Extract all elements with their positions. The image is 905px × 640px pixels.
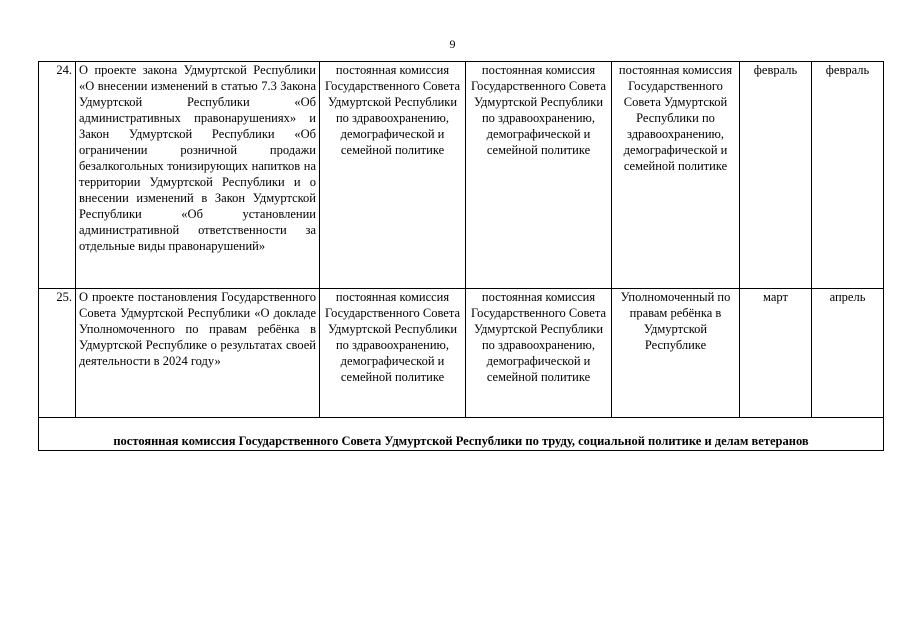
consideration-month: февраль — [812, 62, 884, 289]
row-number: 25. — [39, 289, 76, 418]
table-row — [39, 289, 884, 418]
page-number: 9 — [449, 37, 456, 51]
preparing-committee: постоянная комиссия Государственного Совета Удмуртской Республики по здравоохранению, демографической и семейной политике — [466, 289, 612, 418]
row-number: 24. — [39, 62, 76, 289]
initiator: Уполномоченный по правам ребёнка в Удмуртской Республике — [612, 289, 740, 418]
responsible-committee: постоянная комиссия Государственного Совета Удмуртской Республики по здравоохранению, демографической и семейной политике — [320, 289, 466, 418]
section-row — [39, 418, 884, 451]
submission-month: февраль — [740, 62, 812, 289]
preparing-committee: постоянная комиссия Государственного Совета Удмуртской Республики по здравоохранению, демографической и семейной политике — [466, 62, 612, 289]
agenda-item-title: О проекте постановления Государственного Совета Удмуртской Республики «О докладе Уполномоченного по правам ребёнка в Удмуртской Республике о результатах своей деятельности в 2024 году» — [76, 289, 320, 418]
initiator: постоянная комиссия Государственного Совета Удмуртской Республики по здравоохранению, демографической и семейной политике — [612, 62, 740, 289]
section-heading: постоянная комиссия Государственного Совета Удмуртской Республики по труду, социальной политике и делам ветеранов — [39, 418, 884, 451]
agenda-item-title: О проекте закона Удмуртской Республики «О внесении изменений в статью 7.3 Закона Удмуртской Республики «Об административных правонарушениях» и Закон Удмуртской Республики «Об ограничении розничной продажи безалкогольных тонизирующих напитков на территории Удмуртской Республики и о внесении изменений в Закон Удмуртской Республики «Об установлении административной ответственности за отдельные виды правонарушений» — [76, 62, 320, 289]
consideration-month: апрель — [812, 289, 884, 418]
responsible-committee: постоянная комиссия Государственного Совета Удмуртской Республики по здравоохранению, демографической и семейной политике — [320, 62, 466, 289]
table-row — [39, 62, 884, 289]
submission-month: март — [740, 289, 812, 418]
plan-table — [38, 61, 884, 451]
